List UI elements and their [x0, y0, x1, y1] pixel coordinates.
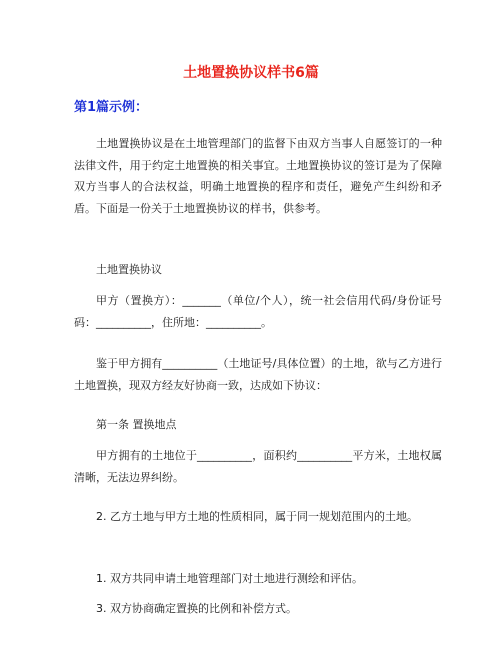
article-one-heading: 第一条 置换地点 — [96, 418, 177, 431]
whereas-paragraph: 鉴于甲方拥有__________（土地证号/具体位置）的土地，欲与乙方进行土地置换，现双方经友好协商一致，达成如下协议： — [74, 357, 442, 392]
intro-paragraph: 土地置换协议是在土地管理部门的监督下由双方当事人自愿签订的一种法律文件，用于约定土地置换的相关事宜。土地置换协议的签订是为了保障双方当事人的合法权益，明确土地置换的程序和责任，避免产生纠纷和矛盾。下面是一份关于土地置换协议的样书，供参考。 — [74, 137, 442, 215]
section-heading: 第1篇示例： — [74, 100, 149, 115]
clause-3-paragraph: 3. 双方协商确定置换的比例和补偿方式。 — [96, 602, 297, 615]
clause-1-paragraph: 1. 双方共同申请土地管理部门对土地进行测绘和评估。 — [96, 572, 363, 585]
party-a-paragraph: 甲方（置换方）：_______（单位/个人），统一社会信用代码/身份证号码：__________，住所地：__________。 — [74, 294, 442, 329]
location-paragraph: 甲方拥有的土地位于__________，面积约__________平方米，土地权属清晰，无法边界纠纷。 — [74, 449, 442, 484]
agreement-title-line: 土地置换协议 — [96, 263, 162, 276]
document-title: 土地置换协议样书6篇 — [183, 65, 319, 81]
clause-2-paragraph: 2. 乙方土地与甲方土地的性质相同，属于同一规划范围内的土地。 — [96, 510, 418, 523]
